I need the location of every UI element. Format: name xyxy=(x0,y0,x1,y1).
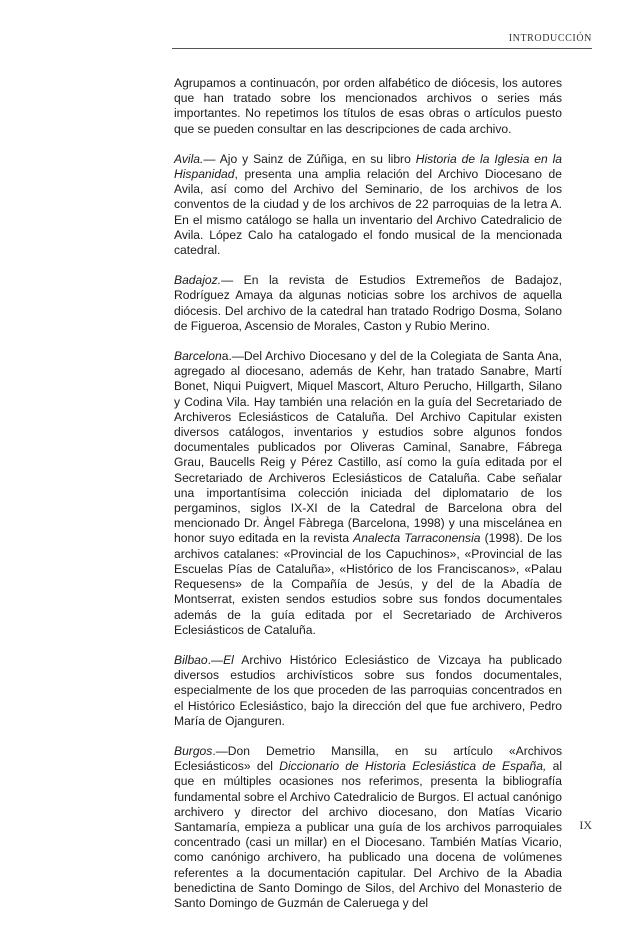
entry-bilbao xyxy=(174,653,562,729)
dictionary-title: Diccionario de Historia Eclesiástica de España, xyxy=(279,759,547,774)
intro-text: Agrupamos a continuacón, por orden alfabético de diócesis, los autores que han tratado sobre los mencionados archivos o series más importantes. No repetimos los títulos de esas obras o artículos puesto que se pueden consultar en las descripciones de cada archivo. xyxy=(174,76,562,136)
main-text xyxy=(174,76,562,926)
entry-lead: Bilbao xyxy=(174,652,208,667)
page-number: IX xyxy=(579,818,592,832)
entry-text: , presenta una amplia relación del Archivo Diocesano de Avila, así como del Archivo del Seminario, de los archivos de los conventos de la ciudad y de los archivos de 22 parroquias de la letra A. En el mismo catálogo se halla un inventario del Archivo Catedralicio de Avila. López Calo ha catalogado el fondo musical de la mencionada catedral. xyxy=(174,167,562,258)
book-title: Historia de la Iglesia en la Hispanidad xyxy=(174,151,563,182)
header-rule xyxy=(172,48,592,49)
entry-avila xyxy=(174,152,562,258)
entry-lead: Avila. xyxy=(174,151,204,166)
entry-text: .—Don Demetrio Mansilla, en su artículo «Archivos Eclesiásticos» del xyxy=(174,743,562,774)
entry-burgos xyxy=(174,744,562,911)
entry-text: — Ajo y Sainz de Zúñiga, en su libro xyxy=(203,151,416,166)
entry-text: Archivo Histórico Eclesiástico de Vizcaya ha publicado diversos estudios archivísticos sobre sus fondos documentales, especialmente de los que proceden de las parroquias concentrados en el Histórico Eclesiástico, bajo la dirección del que fue archivero, Pedro María de Ojanguren. xyxy=(174,652,562,728)
entry-text: — En la revista de Estudios Extremeños de Badajoz, Rodríguez Amaya da algunas noticias sobre los archivos de aquella diócesis. Del archivo de la catedral han tratado Rodrigo Dosma, Solano de Figueroa, Ascensio de Morales, Caston y Rubio Merino. xyxy=(174,273,562,333)
entry-lead: Burgos xyxy=(174,743,213,758)
entry-text: .— xyxy=(207,652,224,667)
entry-badajoz xyxy=(174,273,562,334)
entry-text: a.—Del Archivo Diocesano y del de la Colegiata de Santa Ana, agregado al diocesano, además de Kehr, han tratado Sanabre, Martí Bonet, Niqui Puigvert, Miquel Mascort, Alturo Perucho, Hillgarth, Silano y Codina Vila. Hay también una relación en la guía del Secretariado de Archiveros Eclesiásticos de Cataluña. Del Archivo Capitular existen diversos catálogos, inventarios y estudios sobre algunos fondos documentales publicados por Oliveras Caminal, Sanabre, Fábrega Grau, Baucells Reig y Pérez Castillo, así como la guía editada por el Secretariado de Archiveros Eclesiásticos de Cataluña. Cabe señalar una importantísima colección iniciada del diplomatario de los pergaminos, siglos IX-XI de la Catedral de Barcelona obra del mencionado Dr. Àngel Fàbrega (Barcelona, 1998) y una miscelánea en honor suyo editada en la revista xyxy=(174,349,562,546)
entry-text: (1998). De los archivos catalanes: «Provincial de los Capuchinos», «Provincial de las Escuelas Pías de Cataluña», «Histórico de los Franciscanos», «Palau Requesens» de la Compañía de Jesús, y del de la Abadía de Montserrat, existen sendos estudios sobre sus fondos documentales además de la guía editada por el Secretariado de Archiveros Eclesiásticos de Cataluña. xyxy=(174,531,562,637)
journal-title: Analecta Tarraconensia xyxy=(353,531,481,546)
entry-lead: Barcelon xyxy=(174,349,222,364)
entry-text: al que en múltiples ocasiones nos referimos, presenta la bibliografía fundamental sobre el Archivo Catedralicio de Burgos. El actual canónigo archivero y director del archivo diocesano, don Matías Vicario Santamaría, empieza a publicar una guía de los archivos parroquiales concentrado (casi un millar) en el Diocesano. También Matías Vicario, como canónigo archivero, ha publicado una docena de volúmenes referentes a la documentación capitular. Del Archivo de la Abadia benedictina de Santo Domingo de Silos, del Archivo del Monasterio de Santo Domingo de Guzmán de Caleruega y del xyxy=(174,759,563,910)
entry-lead: Badajoz. xyxy=(174,273,222,288)
entry-barcelona xyxy=(174,349,562,638)
running-header: INTRODUCCIÓN xyxy=(508,33,592,44)
intro-paragraph xyxy=(174,76,562,137)
entry-italic: El xyxy=(223,652,234,667)
